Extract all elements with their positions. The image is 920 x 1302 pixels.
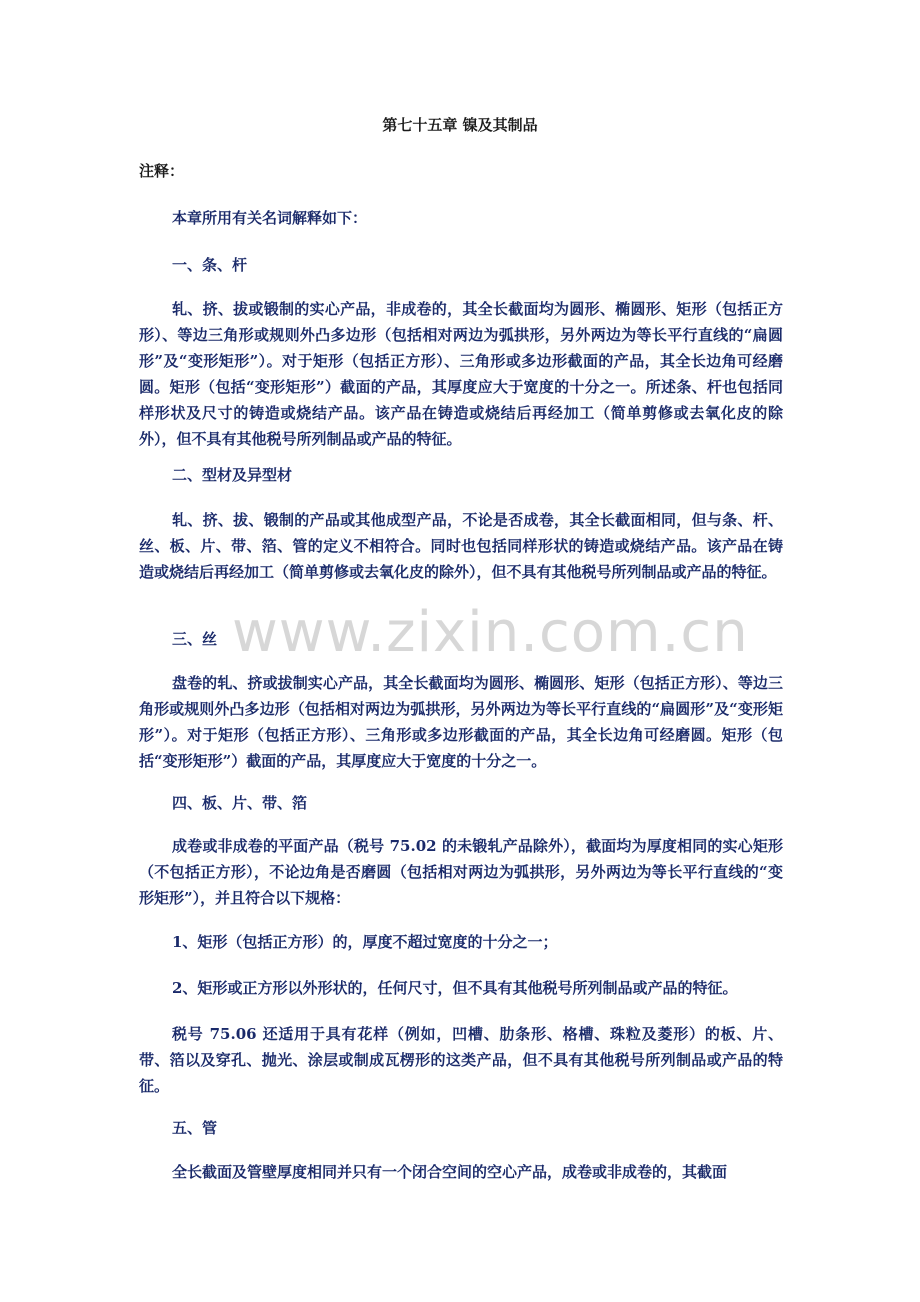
section-heading-2: 二、型材及异型材 [172, 466, 293, 484]
section-4-item-1: 1、矩形（包括正方形）的，厚度不超过宽度的十分之一； [172, 933, 558, 951]
section-4-item-2: 2、矩形或正方形以外形状的，任何尺寸，但不具有其他税号所列制品或产品的特征。 [172, 979, 738, 997]
section-4-paragraph-2: 税号 75.06 还适用于具有花样（例如，凹槽、肋条形、格槽、珠粒及菱形）的板、片、带、箔以及穿孔、抛光、涂层或制成瓦楞形的这类产品，但不具有其他税号所列制品或产品的特征。 [139, 1025, 783, 1095]
note-label: 注释： [139, 162, 185, 180]
intro-text: 本章所用有关名词解释如下： [172, 209, 368, 227]
section-4-paragraph-1: 成卷或非成卷的平面产品（税号 75.02 的未锻轧产品除外），截面均为厚度相同的实心矩形（不包括正方形），不论边角是否磨圆（包括相对两边为弧拱形，另外两边为等长平行直线的“变形矩形”），并且符合以下规格： [139, 837, 783, 907]
section-heading-4: 四、板、片、带、箔 [172, 794, 308, 812]
section-2-paragraph: 轧、挤、拔、锻制的产品或其他成型产品，不论是否成卷，其全长截面相同，但与条、杆、丝、板、片、带、箔、管的定义不相符合。同时也包括同样形状的铸造或烧结产品。该产品在铸造或烧结后再经加工（简单剪修或去氧化皮的除外），但不具有其他税号所列制品或产品的特征。 [139, 511, 783, 581]
section-1-paragraph: 轧、挤、拔或锻制的实心产品，非成卷的，其全长截面均为圆形、椭圆形、矩形（包括正方形）、等边三角形或规则外凸多边形（包括相对两边为弧拱形，另外两边为等长平行直线的“扁圆形”及“变形矩形”）。对于矩形（包括正方形）、三角形或多边形截面的产品，其全长边角可经磨圆。矩形（包括“变形矩形”）截面的产品，其厚度应大于宽度的十分之一。所述条、杆也包括同样形状及尺寸的铸造或烧结产品。该产品在铸造或烧结后再经加工（简单剪修或去氧化皮的除外），但不具有其他税号所列制品或产品的特征。 [139, 300, 783, 448]
section-heading-5: 五、管 [172, 1119, 218, 1137]
watermark: www.zixin.com.cn [232, 600, 749, 665]
section-3-paragraph: 盘卷的轧、挤或拔制实心产品，其全长截面均为圆形、椭圆形、矩形（包括正方形）、等边三角形或规则外凸多边形（包括相对两边为弧拱形，另外两边为等长平行直线的“扁圆形”及“变形矩形”）。对于矩形（包括正方形）、三角形或多边形截面的产品，其全长边角可经磨圆。矩形（包括“变形矩形”）截面的产品，其厚度应大于宽度的十分之一。 [139, 674, 783, 770]
section-heading-3: 三、丝 [172, 630, 218, 648]
section-heading-1: 一、条、杆 [172, 256, 248, 274]
chapter-title: 第七十五章 镍及其制品 [382, 116, 538, 134]
section-5-paragraph: 全长截面及管壁厚度相同并只有一个闭合空间的空心产品，成卷或非成卷的，其截面 [172, 1163, 728, 1181]
